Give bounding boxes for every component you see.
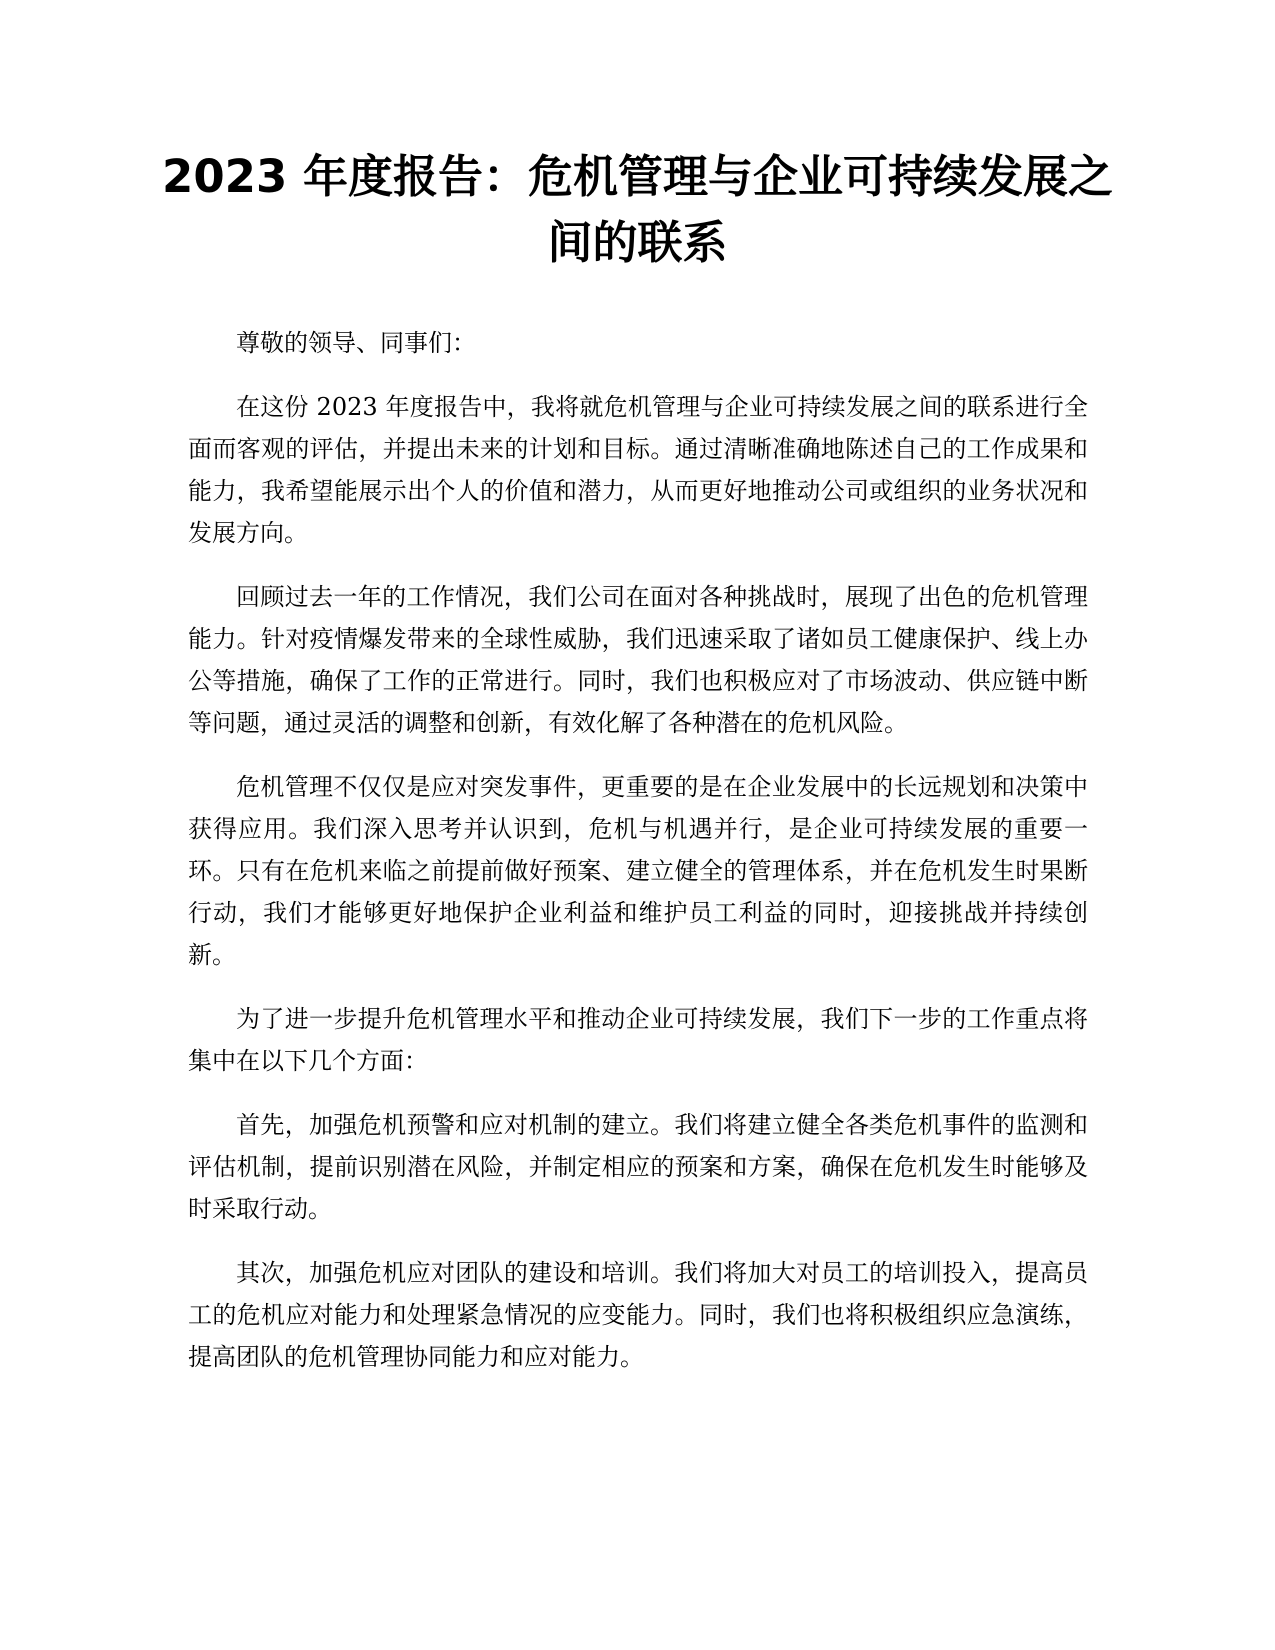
paragraph-review: 回顾过去一年的工作情况，我们公司在面对各种挑战时，展现了出色的危机管理能力。针对疫情爆发带来的全球性威胁，我们迅速采取了诸如员工健康保护、线上办公等措施，确保了工作的正常进行。同时，我们也积极应对了市场波动、供应链中断等问题，通过灵活的调整和创新，有效化解了各种潜在的危机风险。 (188, 583, 1088, 737)
document-body (188, 322, 1088, 1400)
paragraph-salutation: 尊敬的领导、同事们： (236, 329, 476, 357)
paragraph-crisis-management: 危机管理不仅仅是应对突发事件，更重要的是在企业发展中的长远规划和决策中获得应用。我们深入思考并认识到，危机与机遇并行，是企业可持续发展的重要一环。只有在危机来临之前提前做好预案、建立健全的管理体系，并在危机发生时果断行动，我们才能够更好地保护企业利益和维护员工利益的同时，迎接挑战并持续创新。 (188, 773, 1088, 969)
paragraph-first-point: 首先，加强危机预警和应对机制的建立。我们将建立健全各类危机事件的监测和评估机制，提前识别潜在风险，并制定相应的预案和方案，确保在危机发生时能够及时采取行动。 (188, 1111, 1088, 1223)
paragraph-next-steps: 为了进一步提升危机管理水平和推动企业可持续发展，我们下一步的工作重点将集中在以下几个方面： (188, 1005, 1088, 1075)
document-title: 2023 年度报告：危机管理与企业可持续发展之间的联系 (162, 150, 1113, 269)
paragraph-second-point: 其次，加强危机应对团队的建设和培训。我们将加大对员工的培训投入，提高员工的危机应对能力和处理紧急情况的应变能力。同时，我们也将积极组织应急演练，提高团队的危机管理协同能力和应对能力。 (188, 1259, 1088, 1371)
paragraph-introduction: 在这份 2023 年度报告中，我将就危机管理与企业可持续发展之间的联系进行全面而客观的评估，并提出未来的计划和目标。通过清晰准确地陈述自己的工作成果和能力，我希望能展示出个人的价值和潜力，从而更好地推动公司或组织的业务状况和发展方向。 (188, 393, 1088, 547)
